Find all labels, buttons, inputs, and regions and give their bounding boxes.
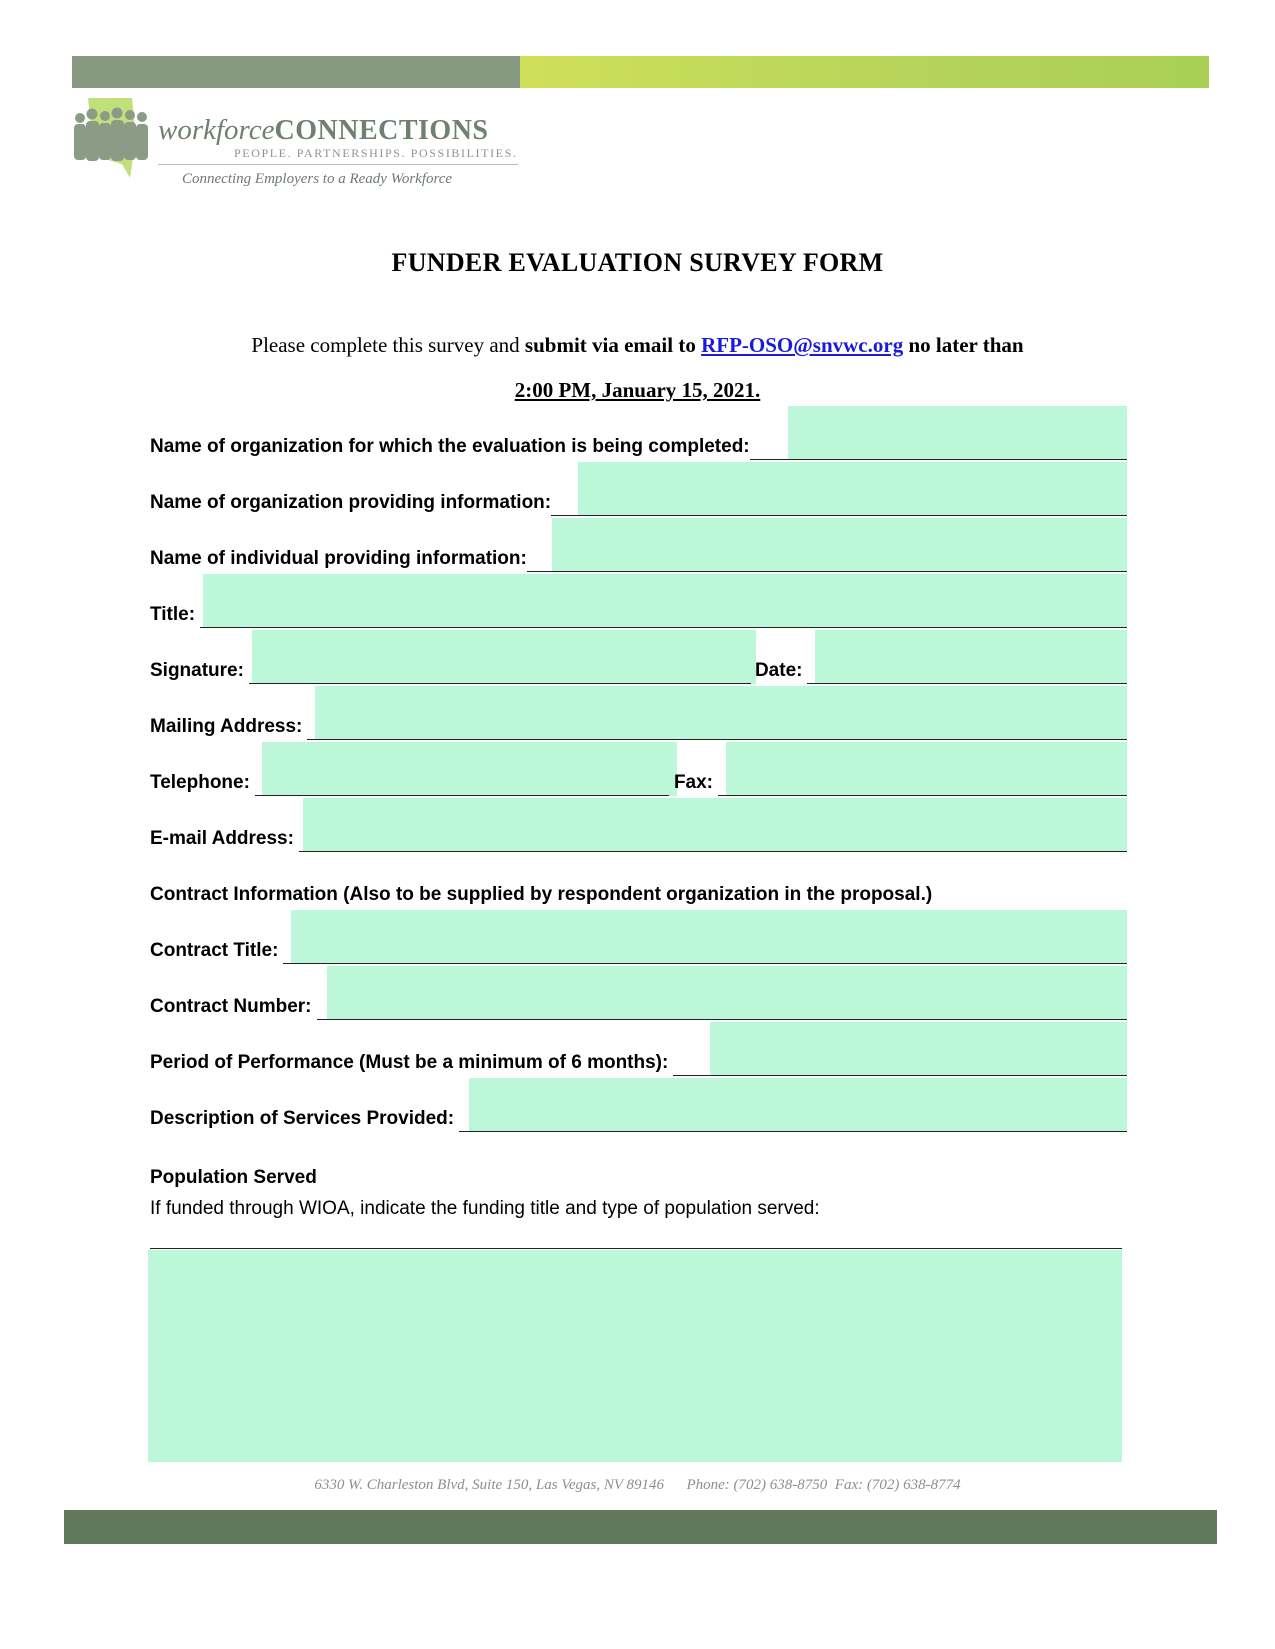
deadline: 2:00 PM, January 15, 2021. [514, 378, 761, 402]
row-email [150, 824, 1127, 852]
fax-line [718, 767, 1127, 796]
org-providing-label: Name of organization providing information: [150, 492, 552, 513]
contract-heading: Contract Information (Also to be supplied by respondent organization in the proposal.) [150, 884, 933, 905]
title-line [200, 599, 1127, 628]
fax-label: Fax: [673, 772, 714, 793]
description-label: Description of Services Provided: [150, 1108, 455, 1129]
row-org-providing [150, 488, 1127, 516]
row-org-evaluated [150, 432, 1127, 460]
individual-line [527, 543, 1127, 572]
logo-subtitle: Connecting Employers to a Ready Workforce [182, 171, 453, 187]
row-telephone-fax [150, 768, 1127, 796]
signature-line [249, 655, 751, 684]
mailing-address-line [307, 711, 1127, 740]
email-label: E-mail Address: [150, 828, 294, 849]
row-individual [150, 544, 1127, 572]
date-line [807, 655, 1127, 684]
email-line [299, 823, 1127, 852]
period-line [673, 1047, 1127, 1076]
contract-title-line [283, 935, 1127, 964]
footer-fax: Fax: (702) 638-8774 [834, 1477, 961, 1493]
email-link[interactable]: RFP-OSO@snvwc.org [701, 333, 904, 357]
population-prompt: If funded through WIOA, indicate the funding title and type of population served: [150, 1198, 820, 1219]
population-field[interactable] [148, 1250, 1122, 1462]
instructions: Please complete this survey and submit via email to RFP-OSO@snvwc.org no later than [251, 333, 1024, 357]
row-contract-title [150, 936, 1127, 964]
footer-address: 6330 W. Charleston Blvd, Suite 150, Las Vegas, NV 89146 [314, 1477, 664, 1493]
footer-phone: Phone: (702) 638-8750 [686, 1477, 828, 1493]
date-label: Date: [754, 660, 803, 681]
logo-divider [158, 164, 518, 165]
signature-label: Signature: [150, 660, 244, 681]
org-evaluated-line [750, 431, 1127, 460]
mailing-address-label: Mailing Address: [150, 716, 303, 737]
row-period [150, 1048, 1127, 1076]
telephone-line [255, 767, 669, 796]
individual-label: Name of individual providing information: [150, 548, 527, 569]
population-heading: Population Served [150, 1167, 317, 1188]
row-signature-date [150, 656, 1127, 684]
logo-tagline: PEOPLE. PARTNERSHIPS. POSSIBILITIES. [234, 146, 518, 160]
footer-contact [0, 1477, 1275, 1494]
logo-wordmark: workforceCONNECTIONS [158, 114, 489, 146]
header-bar-green [520, 56, 1209, 88]
contract-number-label: Contract Number: [150, 996, 312, 1017]
page-title: FUNDER EVALUATION SURVEY FORM [391, 248, 884, 277]
org-evaluated-label: Name of organization for which the evaluation is being completed: [150, 436, 750, 457]
period-label: Period of Performance (Must be a minimum of 6 months): [150, 1052, 669, 1073]
org-providing-line [551, 487, 1127, 516]
header-bar-gray [72, 56, 520, 88]
header-color-bar [72, 56, 1209, 88]
row-title [150, 600, 1127, 628]
people-silhouette-icon [74, 98, 164, 188]
title-label: Title: [150, 604, 196, 625]
telephone-label: Telephone: [150, 772, 250, 793]
row-contract-number [150, 992, 1127, 1020]
contract-number-line [317, 991, 1127, 1020]
population-line [150, 1248, 1122, 1249]
footer-color-bar [64, 1510, 1217, 1544]
description-line [459, 1103, 1127, 1132]
workforce-connections-logo [74, 98, 524, 198]
row-description [150, 1104, 1127, 1132]
contract-title-label: Contract Title: [150, 940, 279, 961]
row-mailing-address [150, 712, 1127, 740]
